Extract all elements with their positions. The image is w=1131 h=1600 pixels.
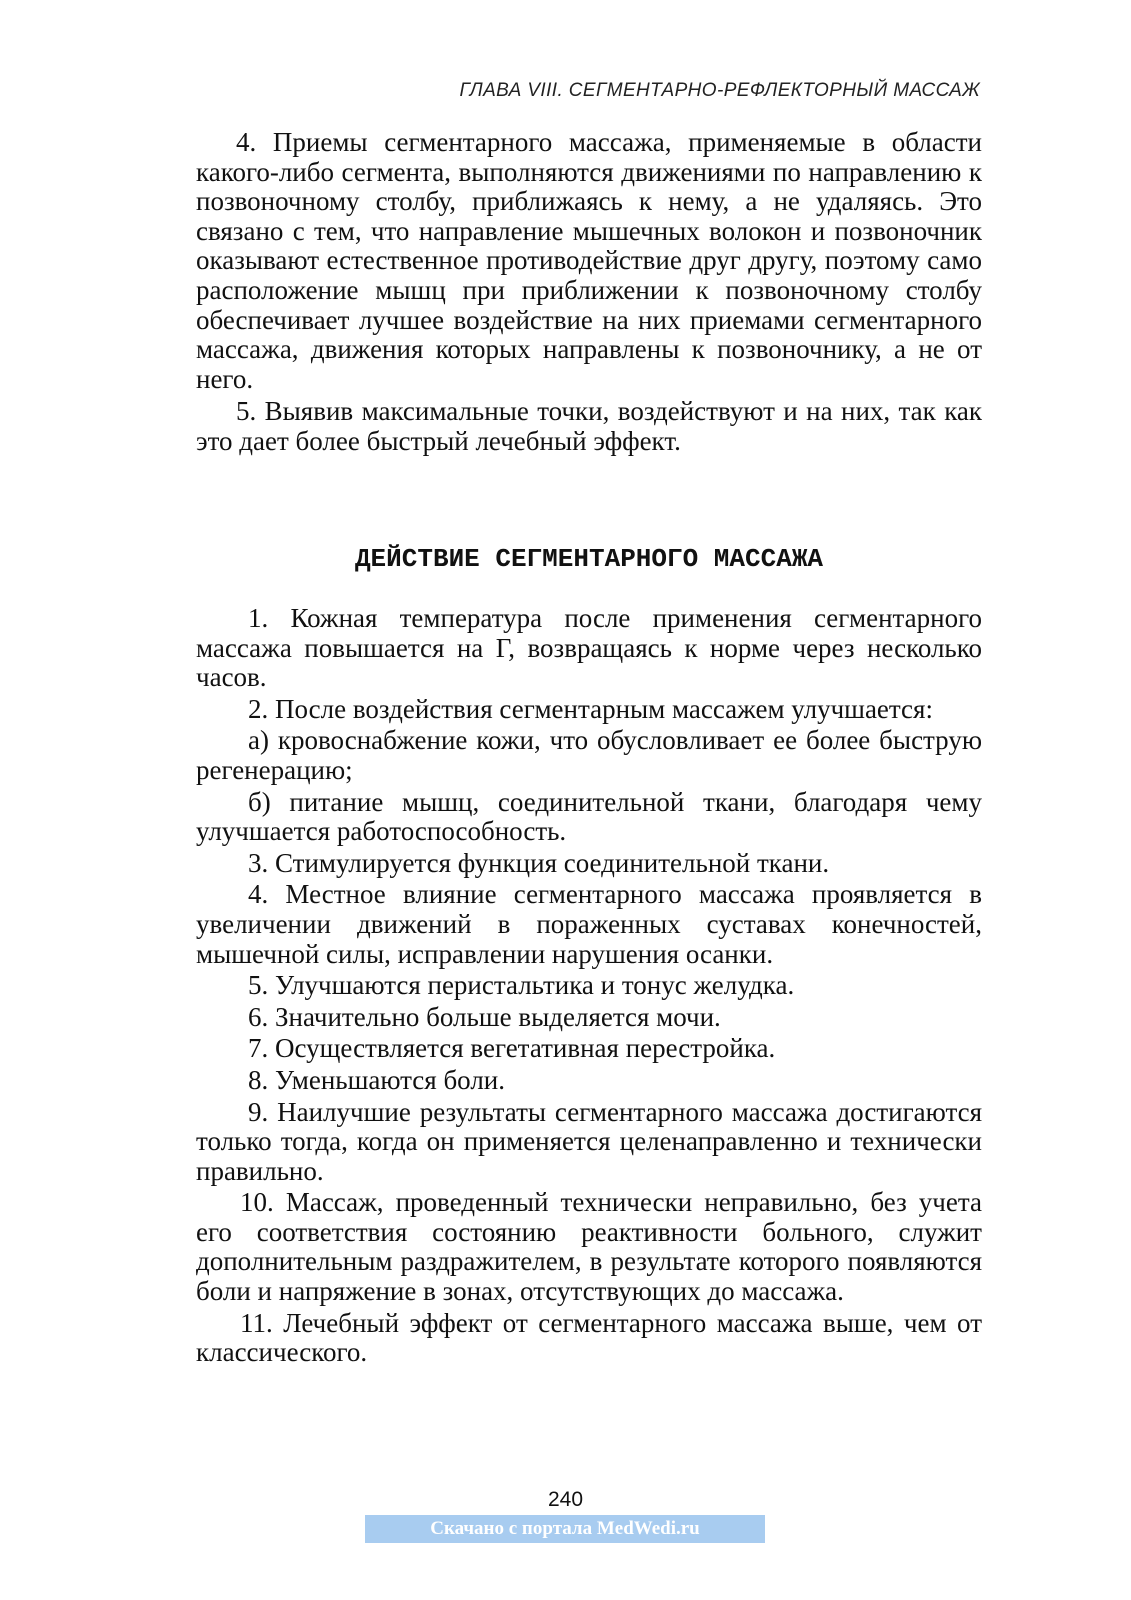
list-item: 1. Кожная температура после применения сегментарного массажа повышается на Г, возвращаясь к норме через несколько часов. bbox=[196, 603, 982, 693]
list-item: б) питание мышц, соединительной ткани, благодаря чему улучшается работоспособность. bbox=[196, 786, 982, 847]
page-number: 240 bbox=[547, 1488, 584, 1511]
list-item: 6. Значительно больше выделяется мочи. bbox=[248, 1001, 721, 1032]
list-item: а) кровоснабжение кожи, что обусловливает ее более быструю регенерацию; bbox=[196, 725, 982, 785]
list-item: 2. После воздействия сегментарным массажем улучшается: bbox=[248, 693, 933, 724]
watermark-banner: Скачано с портала MedWedi.ru bbox=[365, 1515, 765, 1543]
list-item: 11. Лечебный эффект от сегментарного массажа выше, чем от классического. bbox=[196, 1307, 982, 1368]
list-item: 5. Улучшаются перистальтика и тонус желудка. bbox=[248, 970, 795, 1001]
intro-text bbox=[196, 128, 982, 457]
paragraph: 4. Приемы сегментарного массажа, применяемые в области какого-либо сегмента, выполняются движениями по направлению к позвоночному столбу, приближаясь к нему, а не удаляясь. Это связано с тем, что направление мышечных волокон и позвоночник оказывают естественное противодействие друг другу, поэтому само расположение мышц при приближении к позвоночному столбу обеспечивает лучшее воздействие на них приемами сегментарного массажа, движения которых направлены к позвоночнику, а не от него. bbox=[196, 127, 982, 394]
running-header: ГЛАВА VIII. СЕГМЕНТАРНО-РЕФЛЕКТОРНЫЙ МАССАЖ bbox=[459, 80, 980, 101]
paragraph: 5. Выявив максимальные точки, воздействуют и на них, так как это дает более быстрый лечебный эффект. bbox=[196, 396, 982, 456]
list-item: 3. Стимулируется функция соединительной ткани. bbox=[248, 847, 830, 878]
list-item: 4. Местное влияние сегментарного массажа проявляется в увеличении движений в пораженных суставах конечностей, мышечной силы, исправлении нарушения осанки. bbox=[196, 879, 982, 969]
list-item: 7. Осуществляется вегетативная перестройка. bbox=[248, 1033, 776, 1064]
section-heading: ДЕЙСТВИЕ СЕГМЕНТАРНОГО МАССАЖА bbox=[354, 544, 824, 574]
list-item: 8. Уменьшаются боли. bbox=[248, 1064, 506, 1095]
section-list bbox=[196, 604, 982, 1368]
list-item: 10. Массаж, проведенный технически неправильно, без учета его соответствия состоянию реактивности больного, служит дополнительным раздражителем, в результате которого появляются боли и напряжение в зонах, отсутствующих до массажа. bbox=[196, 1187, 982, 1307]
list-item: 9. Наилучшие результаты сегментарного массажа достигаются только тогда, когда он применяется целенаправленно и технически правильно. bbox=[196, 1096, 982, 1186]
